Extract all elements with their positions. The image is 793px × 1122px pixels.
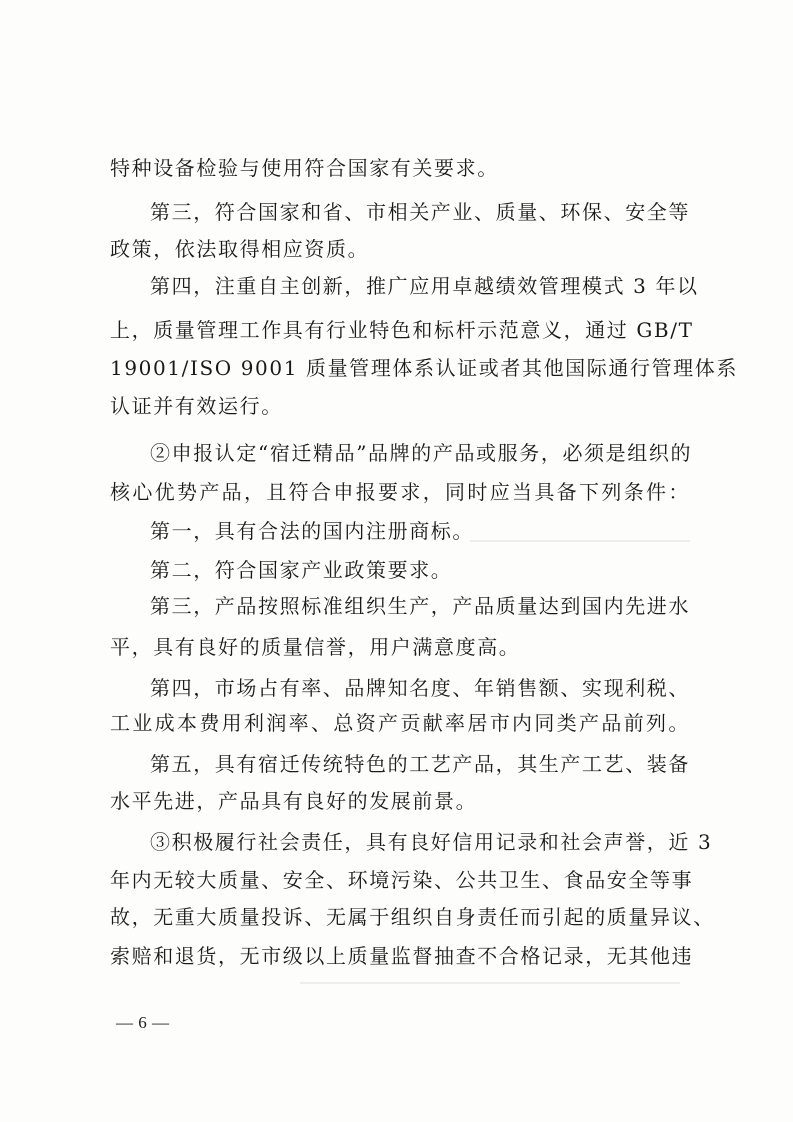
body-line: 政策，依法取得相应资质。 xyxy=(110,237,370,261)
body-line: 水平先进，产品具有良好的发展前景。 xyxy=(110,789,478,813)
body-line: 认证并有效运行。 xyxy=(110,394,283,418)
body-line: 特种设备检验与使用符合国家有关要求。 xyxy=(110,156,499,180)
body-line: 第五，具有宿迁传统特色的工艺产品，其生产工艺、装备 xyxy=(150,752,690,776)
scan-artifact xyxy=(300,982,680,984)
body-line: ②申报认定“宿迁精品”品牌的产品或服务，必须是组织的 xyxy=(150,441,693,465)
body-line: 上，质量管理工作具有行业特色和标杆示范意义，通过 GB/T xyxy=(110,318,694,342)
body-line: 第四，市场占有率、品牌知名度、年销售额、实现利税、 xyxy=(150,676,690,700)
body-line: 平，具有良好的质量信誉，用户满意度高。 xyxy=(110,635,521,659)
body-line: 第四，注重自主创新，推广应用卓越绩效管理模式 3 年以 xyxy=(150,274,699,298)
body-line: 第二，符合国家产业政策要求。 xyxy=(150,558,453,582)
body-line: 工业成本费用利润率、总资产贡献率居市内同类产品前列。 xyxy=(110,711,690,735)
body-line: 第三，产品按照标准组织生产，产品质量达到国内先进水 xyxy=(150,594,690,618)
body-line: 第三，符合国家和省、市相关产业、质量、环保、安全等 xyxy=(150,200,690,224)
body-line: 故，无重大质量投诉、无属于组织自身责任而引起的质量异议、 xyxy=(110,905,715,929)
body-line: 年内无较大质量、安全、环境污染、公共卫生、食品安全等事 xyxy=(110,868,694,892)
body-line: 19001/ISO 9001 质量管理体系认证或者其他国际通行管理体系 xyxy=(110,356,738,380)
body-line: 索赔和退货，无市级以上质量监督抽查不合格记录，无其他违 xyxy=(110,944,694,968)
page-number: — 6 — xyxy=(116,1013,170,1032)
body-line: ③积极履行社会责任，具有良好信用记录和社会声誉，近 3 xyxy=(150,830,713,854)
body-line: 核心优势产品，且符合申报要求，同时应当具备下列条件： xyxy=(110,480,690,504)
body-line: 第一，具有合法的国内注册商标。 xyxy=(150,519,474,543)
